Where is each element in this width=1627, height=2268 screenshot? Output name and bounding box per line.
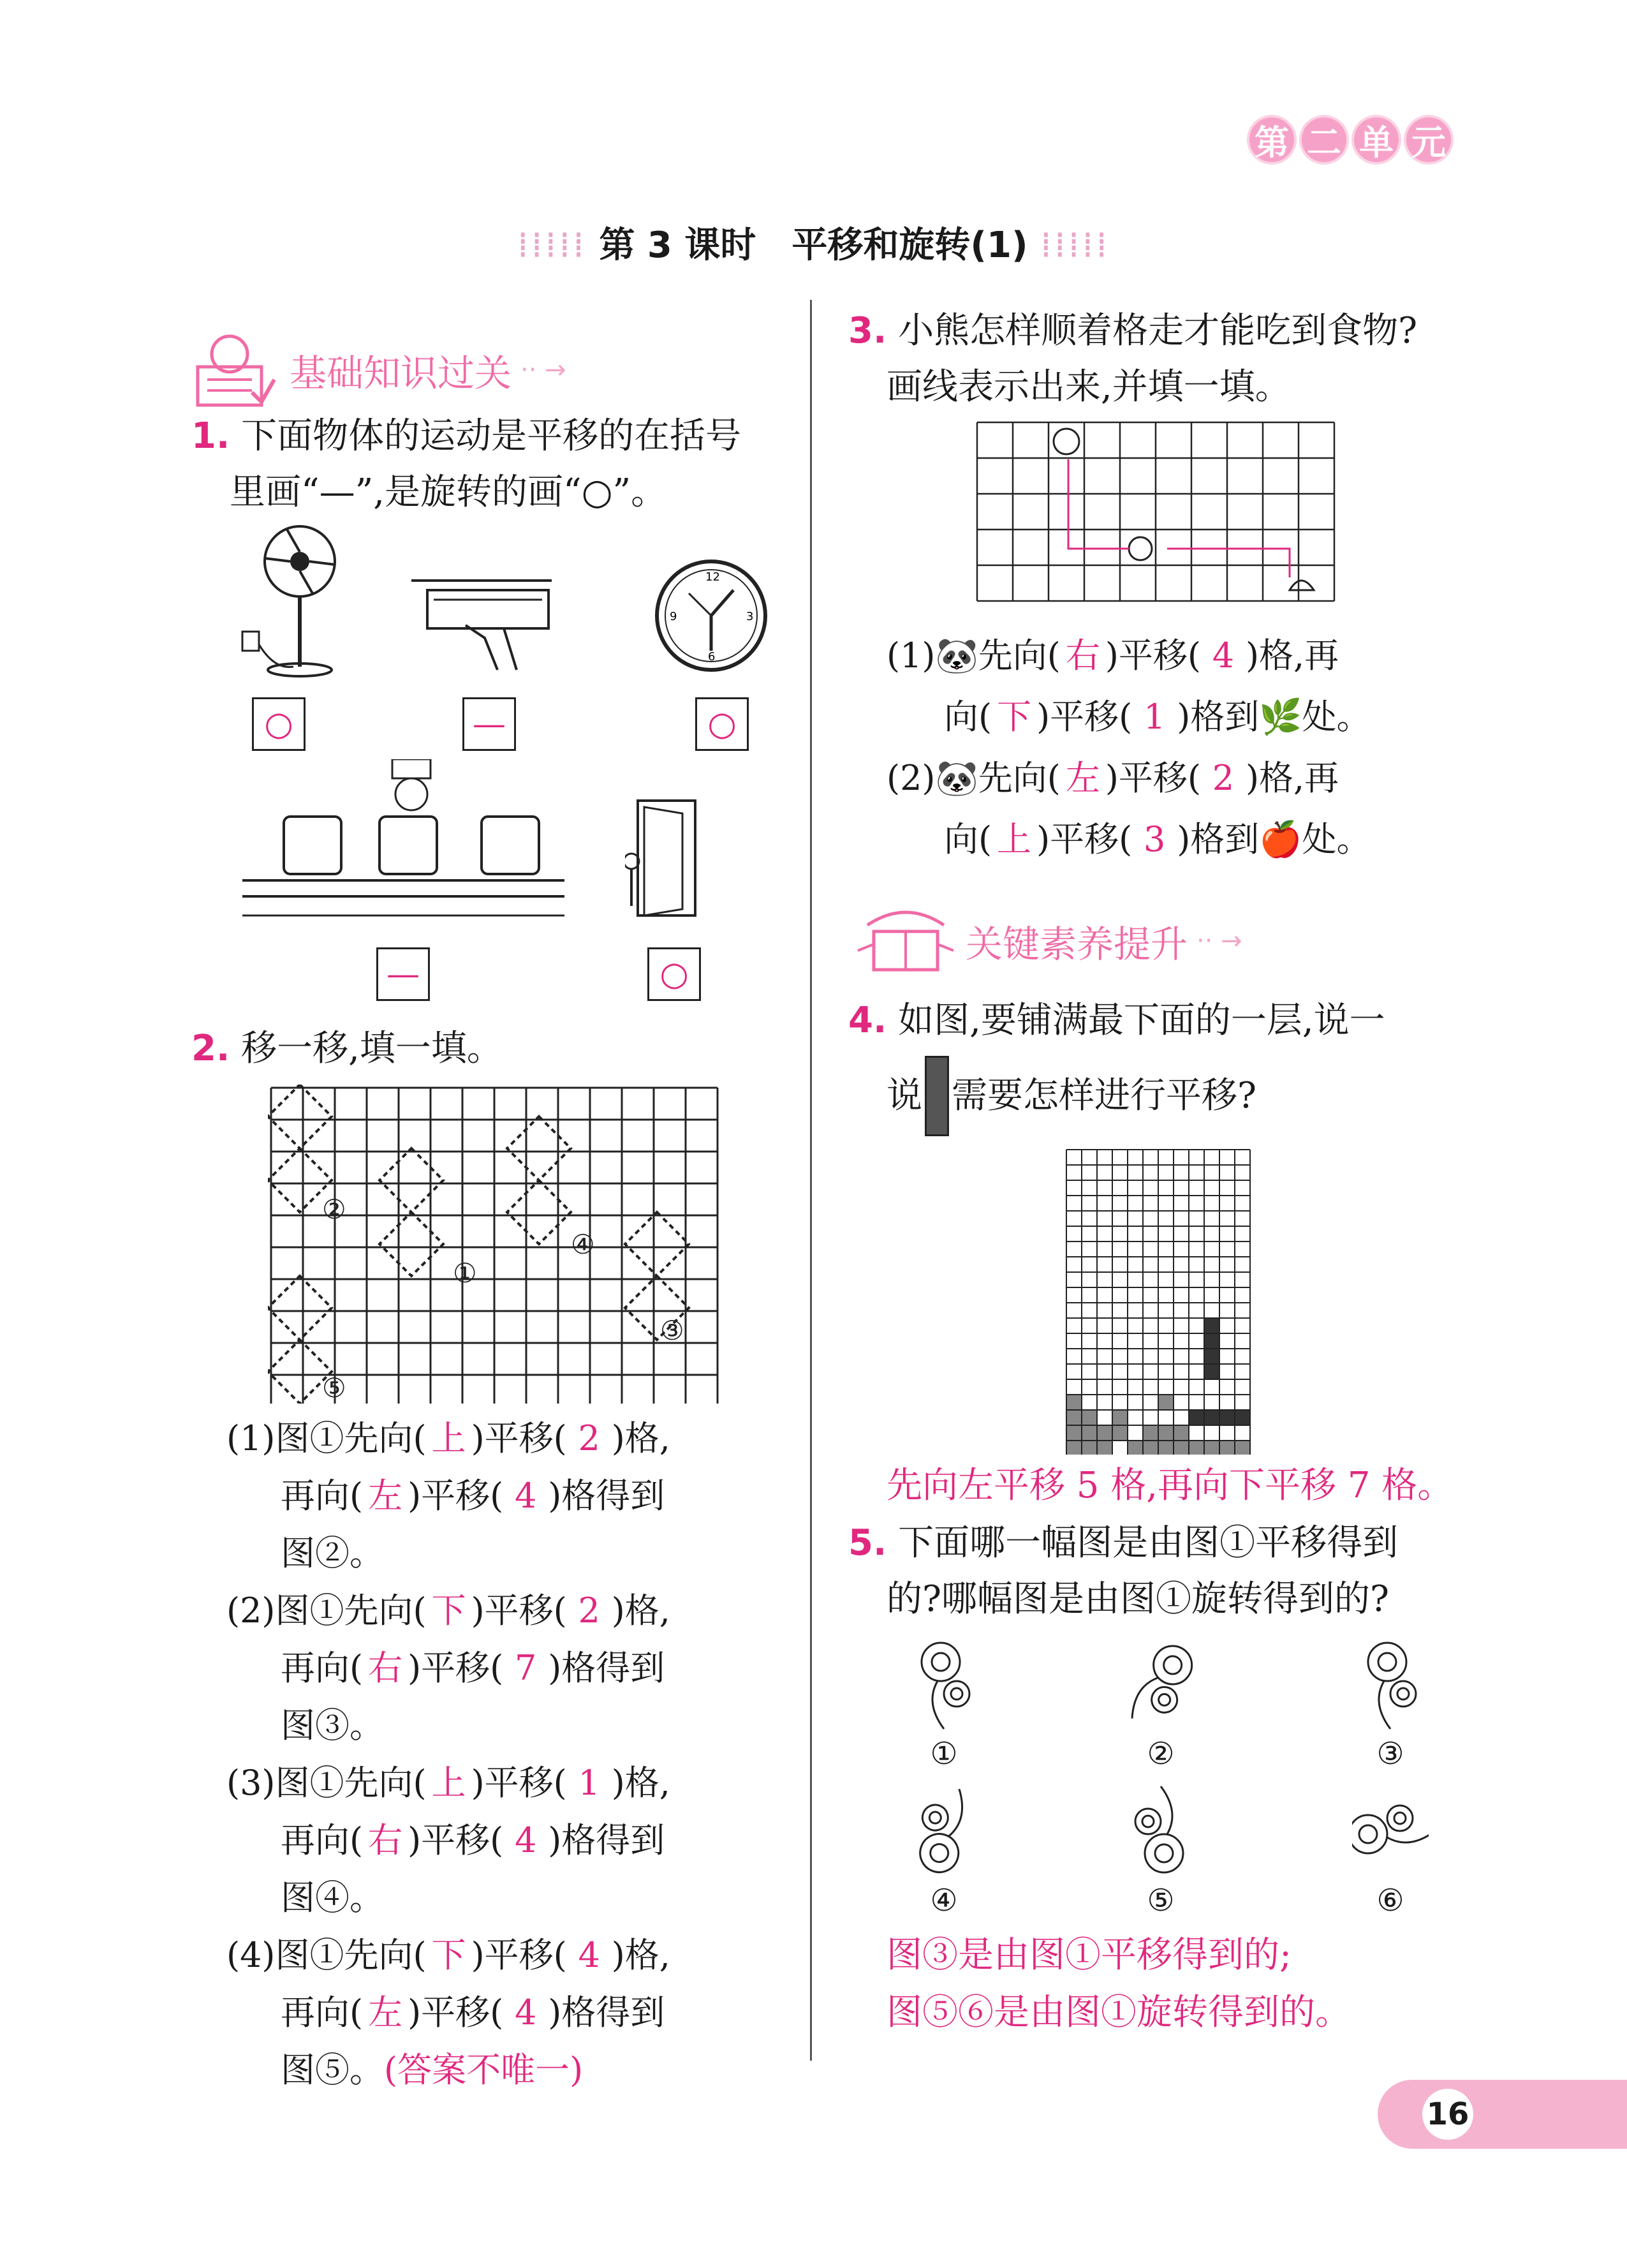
answer-fill: 1 [1144,697,1166,737]
sub-question-line [226,1812,800,1869]
filled-cell [1082,1441,1097,1455]
question-number: 5. [848,1522,887,1564]
sunflower-icon [906,1780,982,1882]
text: (2) [887,758,936,798]
sub-question-line [226,1467,800,1525]
bamboo-icon [1290,581,1314,590]
fan-icon [236,523,351,683]
column-divider [810,300,812,2061]
answer-fill: 2 [578,1590,600,1631]
answer-fill: 上 [431,1418,466,1458]
filled-cell [1066,1441,1082,1455]
answer-fill: 4 [515,1992,537,2033]
figure-label: ④ [571,1229,595,1260]
unit-badge-char: 二 [1299,115,1349,165]
answer-fill: 2 [578,1418,600,1458]
unit-badge-char: 第 [1247,115,1297,165]
answer-fill: 右 [368,1820,403,1860]
figure-label: ② [322,1194,346,1225]
text: 处。 [1302,819,1371,859]
text: 向( [944,697,992,737]
sub-question [226,1410,800,1467]
question-1 [191,408,791,521]
filled-cell [1112,1425,1128,1441]
question-text: 小熊怎样顺着格走才能吃到食物? [898,310,1418,352]
question-3 [848,303,1486,415]
page-title [0,217,1627,268]
question-number: 3. [848,310,887,352]
filled-cell [1066,1425,1082,1441]
figure-label: ⑥ [1376,1883,1404,1918]
filled-cell [1204,1349,1219,1364]
answer-fill: 1 [578,1763,600,1803]
text: (2)图①先向( [226,1590,427,1631]
text: )格,再 [1245,635,1339,676]
grid-lines [977,422,1334,601]
text: 向( [944,819,992,859]
flower-figure [1339,1633,1441,1770]
svg-text:6: 6 [708,650,716,663]
filled-cell [1204,1410,1219,1425]
text: 再向( [281,1992,364,2033]
answer-fill: 下 [997,697,1032,737]
sub-question [887,625,1461,686]
text: (1)图①先向( [226,1418,427,1458]
section-title: 关键素养提升 [966,923,1188,966]
section-header-advanced [855,906,1242,976]
filled-cell [1189,1441,1204,1455]
sub-question [887,748,1461,809]
title-dots-right: ⁞⁞⁞⁞⁞ [1040,225,1110,266]
question-text: 画线表示出来,并填一填。 [887,366,1291,408]
question-number: 1. [191,415,230,457]
unit-badge [1247,115,1454,165]
answer-fill: 4 [515,1476,537,1516]
filled-cell [1097,1441,1112,1455]
text: 再向( [281,1648,364,1688]
question-number: 4. [848,1000,887,1041]
filled-cell [1143,1441,1158,1455]
answer-fill: 上 [431,1763,466,1803]
question-3-answers [887,625,1461,870]
filled-cell [1112,1410,1128,1425]
apple-icon: 🍎 [1259,819,1302,859]
sunflower-icon [906,1633,982,1735]
sunflower-icon [1352,1633,1429,1735]
sub-question-line [226,1640,800,1697]
filled-cell [1066,1410,1082,1425]
unit-badge-char: 元 [1404,115,1454,165]
drawer-icon [408,574,561,676]
question-text: 移一移,填一填。 [241,1028,503,1069]
answer-fill: 右 [368,1648,403,1688]
filled-cell [1189,1410,1204,1425]
grid-lines [1066,1150,1250,1455]
sub-question-line: 图②。 [281,1533,384,1573]
answer-box: — [462,697,516,751]
text: 再向( [281,1820,364,1860]
text: )格得到 [548,1648,665,1688]
answer-box: ○ [252,697,306,751]
text: )平移( [1036,819,1133,859]
filled-cell [1158,1425,1174,1441]
sub-question-line [226,1984,800,2042]
answer-fill: 上 [997,819,1032,859]
answer-box: — [376,947,430,1001]
path-arrows [1068,459,1290,577]
text: )格到 [1177,819,1260,859]
answer-fill: 左 [368,1476,403,1516]
filled-cell [1174,1441,1189,1455]
text: (1) [887,635,936,676]
panda-icon: 🐼 [935,758,978,798]
filled-cell [1128,1441,1143,1455]
text: )平移( [1036,697,1133,737]
answer-text: 图⑤⑥是由图①旋转得到的。 [887,1992,1351,2033]
flower-figures [893,1633,1454,1927]
filled-cell [1158,1395,1174,1410]
section-title: 基础知识过关 [290,352,512,395]
figure-label: ③ [1376,1736,1404,1772]
text: )平移( [471,1935,567,1975]
text: 处。 [1302,697,1371,737]
svg-text:12: 12 [705,570,720,584]
flower-figure [1339,1780,1441,1916]
figure-label: ① [453,1257,477,1289]
figure-label: ④ [930,1883,958,1918]
text: )格得到 [548,1476,665,1516]
text: )格, [611,1763,670,1803]
question-4 [848,986,1486,1136]
answer-fill: 右 [1065,635,1100,676]
sub-question-line: 图④。 [281,1878,384,1918]
text: )格得到 [548,1992,665,2033]
text: )格, [611,1935,670,1975]
flower-figure [893,1780,995,1916]
sub-question-line: 图③。 [281,1705,384,1745]
bamboo-icon: 🌿 [1259,697,1302,737]
arrow-icon: ·· → [1196,926,1242,956]
text: )平移( [471,1763,567,1803]
question-5-answers [887,1927,1351,2042]
answer-text: 先向左平移 5 格,再向下平移 7 格。 [887,1465,1454,1506]
sunflower-icon [1352,1780,1429,1882]
page-number-tab [1378,2080,1627,2149]
sub-question-line [887,809,1461,870]
answer-fill: 7 [515,1648,537,1688]
answer-fill: 下 [431,1935,466,1975]
panda-path-grid [976,421,1346,606]
filled-cell [1204,1333,1219,1349]
text: )格, [611,1590,670,1631]
reading-girl-icon [191,332,281,408]
filled-cell [1082,1410,1097,1425]
question-text: 的?哪幅图是由图①旋转得到的? [887,1578,1390,1620]
text: 先向( [978,758,1061,798]
answer-fill: 4 [1212,635,1235,676]
text: )平移( [471,1590,567,1631]
unit-badge-char: 单 [1351,115,1401,165]
text: 说 [887,1075,922,1116]
filled-cell [1097,1425,1112,1441]
sunflower-icon [1123,1780,1199,1882]
answer-note: (答案不唯一) [384,2050,584,2090]
sub-question-line [226,2042,800,2099]
section-header-basic [191,332,566,408]
text: )格到 [1177,697,1260,737]
conveyor-icon [239,759,571,925]
tiling-grid [1065,1148,1256,1455]
sub-question [226,1582,800,1640]
sub-question [226,1927,800,1984]
figure-label: ③ [660,1315,684,1346]
answer-fill: 下 [431,1590,466,1631]
filled-cell [1219,1441,1235,1455]
text: )平移( [471,1418,567,1458]
text: )平移( [408,1648,504,1688]
figure-label: ⑤ [322,1372,346,1404]
text: )格得到 [548,1820,665,1860]
panda-icon: 🐼 [935,635,978,676]
sub-question [226,1754,800,1812]
question-text: 如图,要铺满最下面的一层,说一 [898,1000,1385,1041]
answer-fill: 4 [578,1935,600,1975]
vertical-bar-piece-icon [925,1056,949,1136]
sub-question-line [887,686,1461,748]
question-text: 下面哪一幅图是由图①平移得到 [898,1522,1399,1564]
text: 先向( [978,635,1061,676]
text: 再向( [281,1476,364,1516]
question-text: 里画“—”,是旋转的画“○”。 [230,471,667,513]
text: )平移( [408,1820,504,1860]
filled-cell [1143,1425,1158,1441]
flower-figure [1110,1780,1212,1916]
filled-cell [1066,1395,1082,1410]
text: )格, [611,1418,670,1458]
text: (3)图①先向( [226,1763,427,1803]
answer-box: ○ [695,697,749,751]
grid-lines [271,1088,718,1404]
text: 图⑤。 [281,2050,384,2090]
text: 需要怎样进行平移? [952,1075,1257,1116]
answer-fill: 3 [1144,819,1166,859]
filled-cell [1174,1425,1189,1441]
door-icon [625,797,702,925]
flower-figure [893,1633,995,1770]
svg-text:3: 3 [746,610,754,623]
question-text: 下面物体的运动是平移的在括号 [241,415,742,457]
answer-text: 图③是由图①平移得到的; [887,1934,1292,1976]
filled-cell [1082,1425,1097,1441]
text: )平移( [1105,635,1201,676]
figure-label: ⑤ [1147,1883,1175,1918]
filled-cell [1235,1441,1250,1455]
filled-cell [1219,1410,1235,1425]
text: )平移( [408,1992,504,2033]
title-text: 第 3 课时 平移和旋转(1) [599,225,1028,266]
answer-box: ○ [647,947,701,1001]
translation-grid [268,1085,733,1404]
apple-icon [1054,429,1079,454]
question-2 [191,1021,503,1077]
diamond-shapes [268,1085,689,1404]
text: (4)图①先向( [226,1935,427,1975]
question-2-answers [226,1410,800,2099]
figure-label: ② [1147,1736,1175,1772]
panda-icon [1129,537,1152,560]
figure-labels [322,1194,684,1404]
open-book-icon [855,906,957,976]
sunflower-icon [1123,1633,1199,1735]
answer-fill: 4 [515,1820,537,1860]
flower-figure [1110,1633,1212,1770]
figure-label: ① [930,1736,958,1772]
title-dots-left: ⁞⁞⁞⁞⁞ [517,225,587,266]
filled-cell [1158,1441,1174,1455]
filled-cell [1204,1364,1219,1379]
text: )平移( [408,1476,504,1516]
svg-text:9: 9 [670,610,677,623]
clock-icon [651,555,772,676]
question-text-line [848,1056,1486,1136]
arrow-icon: ·· → [520,355,566,385]
answer-fill: 2 [1212,758,1235,798]
filled-cell [1235,1410,1250,1425]
text: )平移( [1105,758,1201,798]
filled-cell [1204,1318,1219,1333]
text: )格,再 [1245,758,1339,798]
filled-cell [1204,1441,1219,1455]
answer-fill: 左 [1065,758,1100,798]
question-5 [848,1515,1486,1627]
page-number: 16 [1422,2089,1473,2140]
question-number: 2. [191,1028,230,1069]
answer-fill: 左 [368,1992,403,2033]
